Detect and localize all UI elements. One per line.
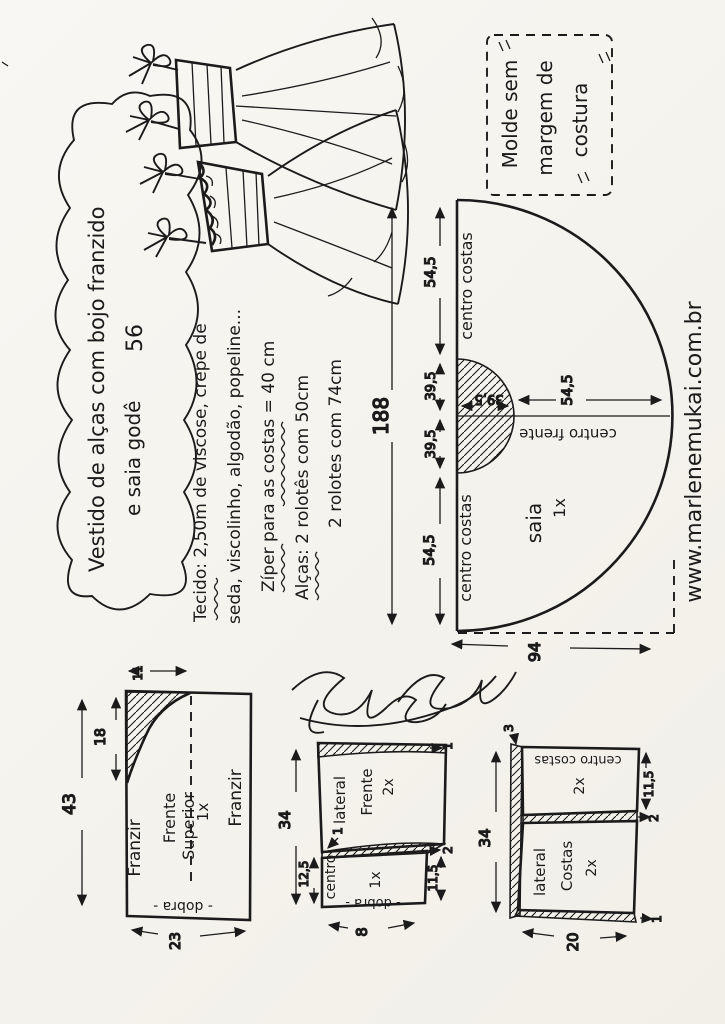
side-back-label-2: Costas — [558, 840, 576, 892]
svg-text:11,5: 11,5 — [642, 770, 656, 798]
side-back-centro-qty: 2x — [572, 777, 588, 795]
dimension-94 — [452, 642, 650, 662]
svg-text:11: 11 — [131, 665, 145, 681]
notes — [191, 309, 346, 624]
website-url: www.marlenemukai.com.br — [682, 301, 707, 603]
dimension-18 — [93, 698, 116, 780]
svg-text:39,5: 39,5 — [424, 429, 439, 459]
side-back-centro-label: centro costas — [534, 752, 622, 767]
dimension-2-back — [638, 814, 661, 822]
dress1-bodice-gathers — [192, 62, 224, 146]
svg-text:12,5: 12,5 — [297, 860, 311, 888]
svg-text:54,5: 54,5 — [422, 534, 438, 566]
svg-text:188: 188 — [369, 396, 393, 436]
side-front-centro-label: centro — [323, 854, 339, 900]
dimension-39-5-bottom — [424, 420, 440, 468]
pattern-title-line2: e saia godê — [121, 400, 145, 516]
pattern-title-line1: Vestido de alças com bojo franzido — [85, 206, 109, 572]
stamp-line3: costura — [568, 82, 592, 158]
dress-sketches — [2, 18, 408, 304]
dress1-bodice — [176, 60, 236, 148]
dimension-12-5 — [297, 858, 314, 903]
dimension-54-5-bottom — [422, 478, 440, 624]
construction-dash-lines — [458, 560, 674, 633]
dimension-11-5-front — [426, 857, 441, 900]
dimension-34-front — [276, 750, 296, 904]
dimension-54-5-front — [519, 374, 661, 405]
note-fabric-1: Tecido: 2,50m de viscose, crepe de — [191, 323, 211, 622]
pattern-size: 56 — [123, 324, 148, 352]
note-fabric-2: seda, viscolinho, algodão, popeline... — [225, 308, 245, 624]
signature-scribble — [292, 672, 516, 733]
side-back-piece — [476, 724, 664, 951]
side-back-label-1: lateral — [531, 848, 549, 896]
dimension-54-5-top — [423, 208, 440, 354]
side-front-label-2: Frente — [358, 768, 376, 816]
svg-text:2: 2 — [441, 846, 455, 854]
side-back-bottom-sliver — [515, 910, 636, 922]
dimension-34-back — [476, 752, 496, 912]
note-straps-1: Alças: 2 rolotês com 50cm — [293, 374, 313, 600]
side-front-piece — [276, 742, 455, 937]
dress1-skirt-folds — [236, 62, 396, 164]
side-front-qty: 2x — [381, 778, 397, 796]
svg-text:54,5: 54,5 — [560, 374, 576, 406]
svg-text:1: 1 — [441, 742, 455, 750]
skirt-center-back-label-top: centro costas — [457, 232, 476, 340]
front-top-label-1: Frente — [160, 792, 179, 844]
svg-text:23: 23 — [168, 932, 184, 950]
front-top-fold-label: - dobra - — [153, 898, 213, 914]
dimension-23 — [132, 930, 245, 950]
side-front-label-1: lateral — [331, 776, 349, 824]
side-front-centro-qty: 1x — [368, 871, 384, 889]
svg-text:18: 18 — [93, 728, 109, 746]
note-straps-2: 2 rolotes com 74cm — [326, 359, 346, 528]
svg-text:34: 34 — [476, 828, 494, 848]
dimension-43 — [60, 700, 82, 905]
svg-text:1: 1 — [650, 915, 664, 923]
svg-text:8: 8 — [353, 927, 371, 937]
svg-text:3: 3 — [502, 724, 516, 732]
note-zipper: Zíper para as costas = 40 cm — [259, 340, 279, 592]
side-front-fold-label: - dobra - — [345, 895, 401, 910]
bow-icon — [140, 154, 187, 257]
dimension-20 — [523, 932, 626, 952]
dimension-11 — [129, 665, 186, 680]
dimension-39-5-top — [424, 364, 440, 410]
dimension-3 — [502, 724, 516, 744]
svg-text:54,5: 54,5 — [423, 256, 439, 288]
dimension-1-notch — [328, 827, 345, 848]
front-top-armhole-hatch — [127, 692, 190, 783]
stamp-box — [487, 35, 612, 195]
side-back-qty: 2x — [584, 859, 600, 877]
title-cloud — [55, 92, 201, 609]
skirt-piece — [369, 200, 674, 662]
dress2-bodice-gathers — [243, 170, 259, 247]
dimension-11-5-back — [642, 753, 656, 809]
front-top-gather-left: Franzir — [125, 819, 145, 877]
dimension-188 — [369, 208, 393, 624]
svg-text:94: 94 — [525, 641, 544, 663]
skirt-name-label: saia — [522, 502, 546, 544]
dress2-skirt-folds — [274, 158, 392, 268]
front-top-piece — [60, 665, 251, 950]
stamp-line1: Molde sem — [498, 59, 522, 169]
svg-text:11,5: 11,5 — [426, 864, 440, 892]
svg-text:34: 34 — [276, 810, 294, 830]
front-top-qty: 1x — [194, 802, 212, 822]
dimension-8 — [329, 923, 414, 937]
skirt-center-front-label: centro frente — [519, 425, 617, 443]
front-top-gather-right: Franzir — [226, 769, 246, 827]
front-top-label-2: Superior — [179, 792, 198, 860]
dimension-1-back — [640, 915, 664, 923]
svg-text:39,5: 39,5 — [424, 371, 439, 401]
skirt-center-back-label-bottom: centro costas — [456, 494, 475, 602]
svg-text:1: 1 — [331, 827, 345, 835]
svg-text:39,5: 39,5 — [474, 391, 504, 406]
svg-text:43: 43 — [60, 793, 80, 815]
svg-text:2: 2 — [647, 814, 661, 822]
stamp-line2: margem de — [533, 60, 557, 176]
svg-text:20: 20 — [564, 932, 582, 952]
skirt-qty-label: 1x — [550, 498, 569, 518]
